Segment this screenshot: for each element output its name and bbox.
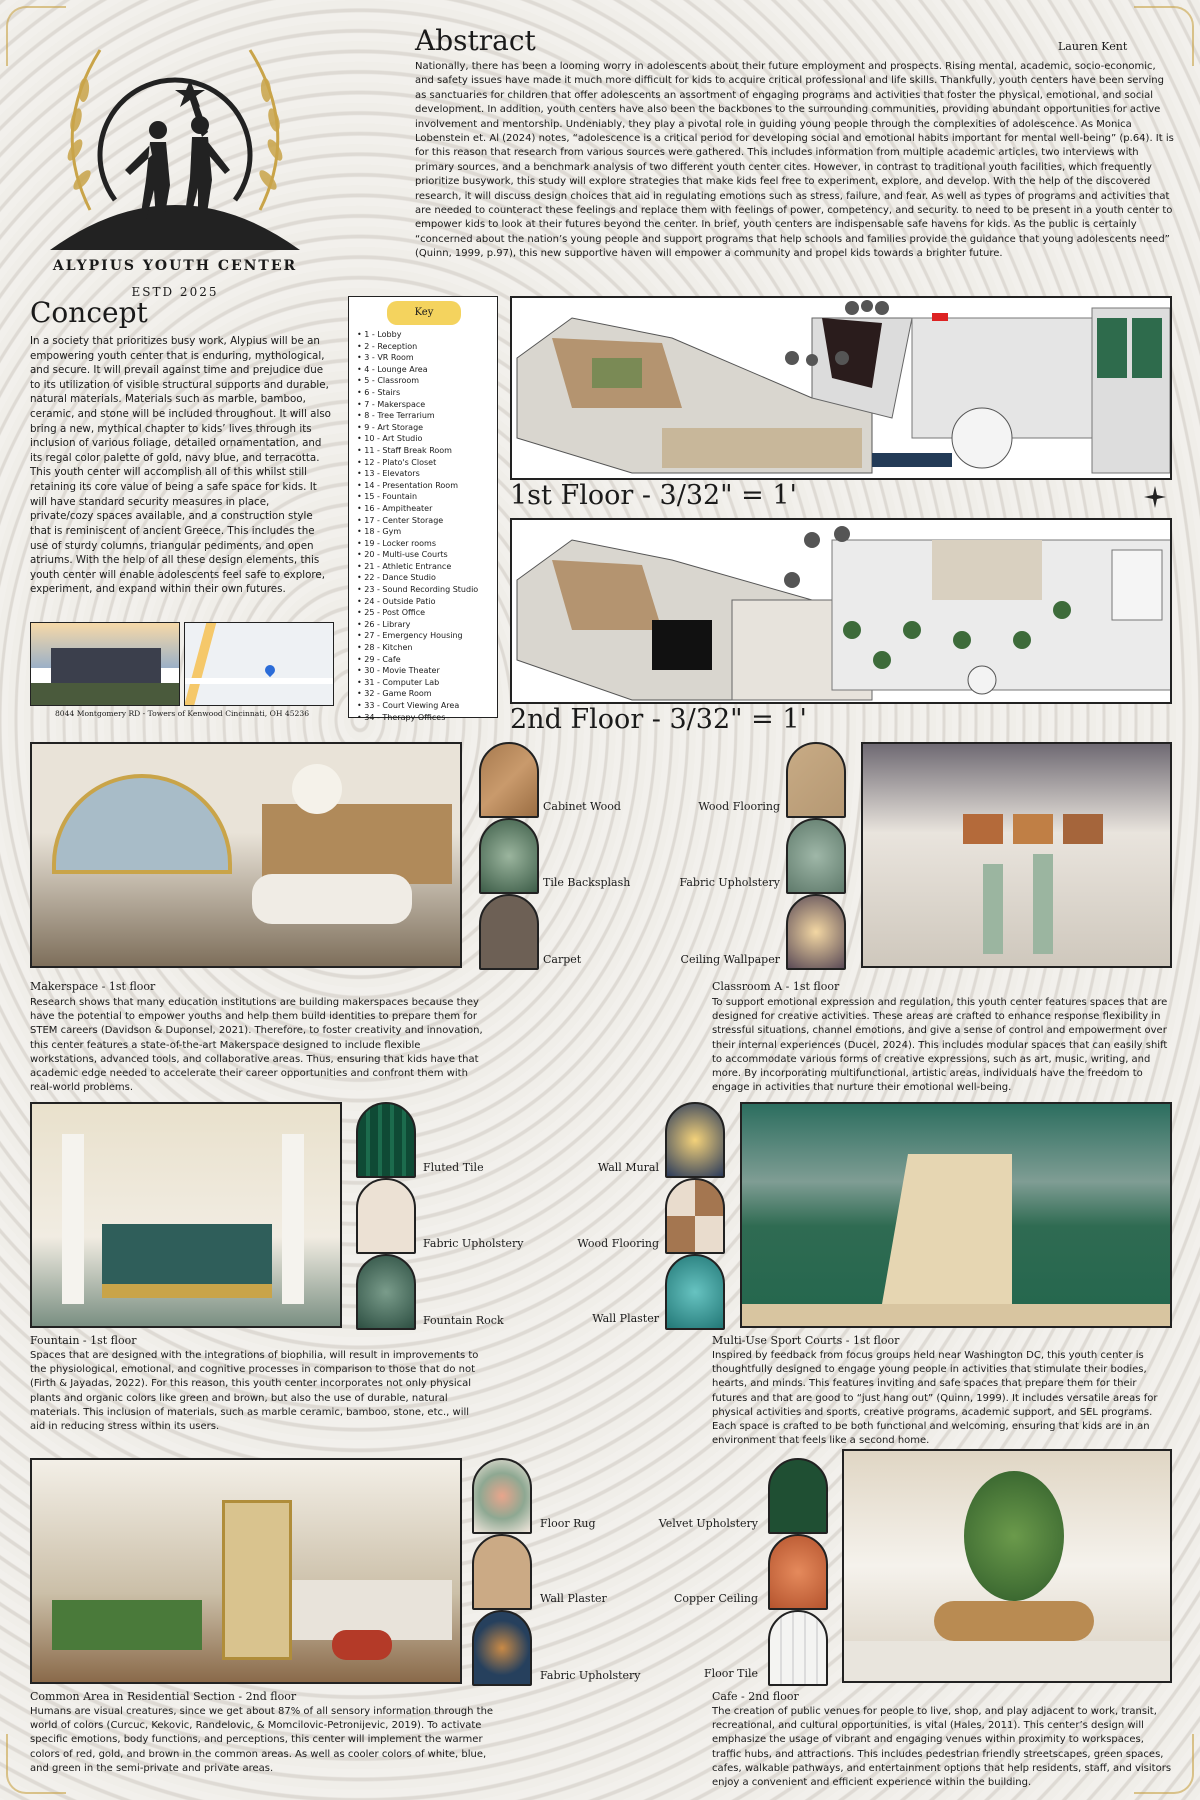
swatch-ceiling-wallpaper — [786, 894, 846, 970]
key-item: • 17 - Center Storage — [357, 515, 478, 527]
courts-caption: Multi-Use Sport Courts - 1st floor — [712, 1334, 900, 1347]
key-item: • 29 - Cafe — [357, 654, 478, 666]
key-title: Key — [387, 301, 461, 325]
logo-established: ESTD 2025 — [131, 285, 219, 299]
author-name: Lauren Kent — [1058, 40, 1128, 53]
key-item: • 28 - Kitchen — [357, 642, 478, 654]
key-item: • 18 - Gym — [357, 526, 478, 538]
material-label: Fluted Tile — [423, 1161, 484, 1174]
key-item: • 25 - Post Office — [357, 607, 478, 619]
key-item: • 31 - Computer Lab — [357, 677, 478, 689]
key-item: • 10 - Art Studio — [357, 433, 478, 445]
key-item: • 12 - Plato's Closet — [357, 457, 478, 469]
swatch-fabric-upholstery — [786, 818, 846, 894]
key-item: • 33 - Court Viewing Area — [357, 700, 478, 712]
concept-title: Concept — [30, 296, 148, 329]
key-item: • 8 - Tree Terrarium — [357, 410, 478, 422]
swatch-fluted-tile — [356, 1102, 416, 1178]
makerspace-caption: Makerspace - 1st floor — [30, 980, 156, 993]
courts-text: Inspired by feedback from focus groups held near Washington DC, this youth center is thoughtfully designed to engage young people in activities that stimulate their bodies, hearts, and minds. This features inviting and safe spaces that prepare them for their futures and that are good to “just hang out” (Quinn, 1999). It includes versatile areas for physical activities and sports, creative programs, academic support, and SEL programs. Each space is crafted to be both functional and welcoming, ensuring that kids are in an environment that feels like a second home. — [712, 1350, 1158, 1447]
abstract-text: Nationally, there has been a looming worry in adolescents about their future employment and prospects. Rising mental, academic, socio-economic, and safety issues have made it much more difficult for kids to acquire critical professional and life skills. Thankfully, youth centers have been serving as sanctuaries for children that offer adolescents an assortment of engaging programs and activities that foster the physical, emotional, and social development. In addition, youth centers have also been the backbones to the surrounding communities, providing abundant opportunities for active involvement and mentorship. Undeniably, they play a pivotal role in guiding young people through the complexities of adolescence. As Monica Lobenstein et. Al (2024) notes, “adolescence is a critical period for developing social and emotional habits important for mental well-being” (p.64). It is for this reason that research from various sources were gathered. This includes information from multiple academic articles, two interviews with primary sources, and a benchmark analysis of two different youth center cites. However, in contrast to traditional youth facilities, which frequently prioritize busywork, this study will explore strategies that make kids feel free to experiment, explore, and develop. With the help of the discovered research, it will discuss design choices that aid in regulating emotions such as stress, failure, and fear. As well as types of programs and activities that are needed to counteract these feelings and replace them with feelings of power, competency, and security. to need to be present in a youth center to empower kids to look at their futures beyond the center. In brief, youth centers are indispensable safe havens for kids. As the public is certainly “concerned about the nation’s young people and support programs that help schools and families provide the guidance that young adolescents need” (Quinn, 1999, p.97), this new supportive haven will empower a community and propel kids towards a brighter future. — [415, 61, 1174, 260]
key-list — [357, 329, 478, 723]
key-item: • 32 - Game Room — [357, 688, 478, 700]
material-label: Cabinet Wood — [543, 800, 621, 813]
site-address: 8044 Montgomery RD - Towers of Kenwood Cincinnati, OH 45236 — [54, 709, 310, 718]
material-label: Wall Mural — [597, 1161, 659, 1174]
swatch-cabinet-wood — [479, 742, 539, 818]
fountain-text: Spaces that are designed with the integrations of biophilia, will result in improvements to the physiological, emotional, and cognitive processes in comparison to those that do not (Firth & Jayadas, 2022). For this reason, this youth center incorporates not only physical plants and organic colors like green and brown, but also the use of durable, natural materials. This inclusion of materials, such as marble ceramic, bamboo, stone, etc., will aid in reducing stress within its users. — [30, 1350, 479, 1432]
key-item: • 1 - Lobby — [357, 329, 478, 341]
key-item: • 21 - Athletic Entrance — [357, 561, 478, 573]
swatch-velvet-upholstery — [768, 1458, 828, 1534]
key-item: • 30 - Movie Theater — [357, 665, 478, 677]
swatch-wall-plaster — [665, 1254, 725, 1330]
material-label: Copper Ceiling — [674, 1592, 758, 1605]
material-label: Carpet — [543, 953, 582, 966]
makerspace-render — [30, 742, 462, 968]
key-item: • 34 - Therapy Offices — [357, 712, 478, 724]
material-label: Wall Plaster — [540, 1592, 607, 1605]
key-item: • 24 - Outside Patio — [357, 596, 478, 608]
material-label: Wall Plaster — [592, 1312, 659, 1325]
key-item: • 27 - Emergency Housing — [357, 630, 478, 642]
cafe-text: The creation of public venues for people to live, shop, and play adjacent to work, transit, recreational, and cultural opportunities, is vital (Hales, 2011). This center’s design will emphasize the usage of vibrant and engaging venues within proximity to workspaces, traffic hubs, and attractions. This includes pedestrian friendly streetscapes, green spaces, cafes, walkable pathways, and entertainment options that help residents, staff, and visitors enjoy a convenient and efficient experience within the building. — [712, 1706, 1172, 1788]
site-photo — [30, 622, 180, 706]
key-item: • 23 - Sound Recording Studio — [357, 584, 478, 596]
second-floor-plan — [510, 518, 1172, 704]
fountain-caption: Fountain - 1st floor — [30, 1334, 137, 1347]
material-label: Fabric Upholstery — [679, 876, 780, 889]
classroom-render — [861, 742, 1172, 968]
logo-name: ALYPIUS YOUTH CENTER — [52, 258, 298, 274]
key-item: • 14 - Presentation Room — [357, 480, 478, 492]
key-item: • 9 - Art Storage — [357, 422, 478, 434]
key-item: • 7 - Makerspace — [357, 399, 478, 411]
second-floor-label: 2nd Floor - 3/32" = 1' — [510, 704, 807, 735]
swatch-fountain-rock — [356, 1254, 416, 1330]
common-area-render — [30, 1458, 462, 1684]
swatch-wall-mural — [665, 1102, 725, 1178]
material-label: Wood Flooring — [698, 800, 780, 813]
swatch-floor-tile — [768, 1610, 828, 1686]
material-label: Fabric Upholstery — [423, 1237, 524, 1250]
classroom-caption: Classroom A - 1st floor — [712, 980, 840, 993]
location-pin-icon — [263, 663, 277, 677]
compass-icon — [1144, 486, 1166, 508]
concept-text: In a society that prioritizes busy work, Alypius will be an empowering youth center that is enduring, mythological, and secure. It will prevail against time and prejudice due to its utilization of visible structural supports and durable, natural materials. Materials such as marble, bamboo, ceramic, and stone will be included throughout. It will also bring a new, mythical chapter to kids’ lives through its inclusion of various foliage, detailed ornamentation, and its regal color palette of gold, navy blue, and terracotta. This youth center will accomplish all of this whilst still retaining its core value of being a safe space for kids. It will have standard security measures in place, private/cozy spaces available, and a construction style that is reminiscent of ancient Greece. This includes the use of sturdy columns, triangular pediments, and open atriums. With the help of all these design elements, this youth center will enable adolescents feel safe to explore, experiment, and expand within their own futures. — [30, 335, 331, 596]
first-floor-plan — [510, 296, 1172, 480]
common-area-text: Humans are visual creatures, since we get about 87% of all sensory information through the world of colors (Curcuc, Kekovic, Randelovic, & Momcilovic-Petronijevic, 2019). To activate specific emotions, body functions, and perceptions, this center will implement the warmer colors of red, gold, and brown in the common areas. As well as cooler colors of white, blue, and green in the semi-private and private areas. — [30, 1706, 494, 1774]
material-label: Tile Backsplash — [543, 876, 631, 889]
material-label: Floor Rug — [540, 1517, 596, 1530]
room-key — [348, 296, 498, 722]
key-item: • 16 - Ampitheater — [357, 503, 478, 515]
swatch-floor-rug — [472, 1458, 532, 1534]
swatch-copper-ceiling — [768, 1534, 828, 1610]
swatch-fabric-upholstery — [356, 1178, 416, 1254]
key-item: • 4 - Lounge Area — [357, 364, 478, 376]
key-item: • 22 - Dance Studio — [357, 572, 478, 584]
corner-ornament — [1134, 6, 1194, 66]
material-label: Wood Flooring — [577, 1237, 659, 1250]
key-item: • 3 - VR Room — [357, 352, 478, 364]
key-item: • 6 - Stairs — [357, 387, 478, 399]
swatch-fabric-upholstery — [472, 1610, 532, 1686]
key-item: • 20 - Multi-use Courts — [357, 549, 478, 561]
material-label: Ceiling Wallpaper — [680, 953, 780, 966]
swatch-carpet — [479, 894, 539, 970]
key-item: • 5 - Classroom — [357, 375, 478, 387]
center-logo — [30, 10, 320, 300]
key-item: • 2 - Reception — [357, 341, 478, 353]
material-label: Velvet Upholstery — [658, 1517, 758, 1530]
first-floor-label: 1st Floor - 3/32" = 1' — [510, 480, 797, 511]
cafe-render — [842, 1449, 1172, 1683]
material-label: Fabric Upholstery — [540, 1669, 641, 1682]
material-label: Floor Tile — [703, 1667, 758, 1680]
swatch-wall-plaster — [472, 1534, 532, 1610]
courts-render — [740, 1102, 1172, 1328]
common-area-caption: Common Area in Residential Section - 2nd floor — [30, 1690, 297, 1703]
swatch-tile-backsplash — [479, 818, 539, 894]
key-item: • 11 - Staff Break Room — [357, 445, 478, 457]
key-item: • 26 - Library — [357, 619, 478, 631]
makerspace-text: Research shows that many education institutions are building makerspaces because they have the potential to empower youths and help them build identities to prepare them for STEM careers (Davidson & Duponsel, 2021). Therefore, to foster creativity and innovation, this center features a state-of-the-art Makerspace designed to include flexible workstations, advanced tools, and collaborative areas. Thus, ensuring that kids have that academic edge needed to accelerate their career opportunities and confront them with real-world problems. — [30, 997, 483, 1094]
key-item: • 13 - Elevators — [357, 468, 478, 480]
key-item: • 19 - Locker rooms — [357, 538, 478, 550]
swatch-wood-flooring — [786, 742, 846, 818]
abstract-title: Abstract — [415, 24, 536, 57]
swatch-wood-flooring — [665, 1178, 725, 1254]
key-item: • 15 - Fountain — [357, 491, 478, 503]
material-label: Fountain Rock — [423, 1314, 504, 1327]
site-map — [184, 622, 334, 706]
cafe-caption: Cafe - 2nd floor — [712, 1690, 799, 1703]
classroom-text: To support emotional expression and regulation, this youth center features spaces that are designed for creative activities. These areas are crafted to enhance response flexibility in stressful situations, channel emotions, and give a sense of control and empowerment over their internal experiences (Ducel, 2024). This includes modular spaces that can easily shift to accommodate various forms of creative expressions, such as art, music, writing, and more. By incorporating multifunctional, artistic areas, individuals have the freedom to engage in activities that nurture their emotional well-being. — [712, 997, 1168, 1094]
fountain-render — [30, 1102, 342, 1328]
